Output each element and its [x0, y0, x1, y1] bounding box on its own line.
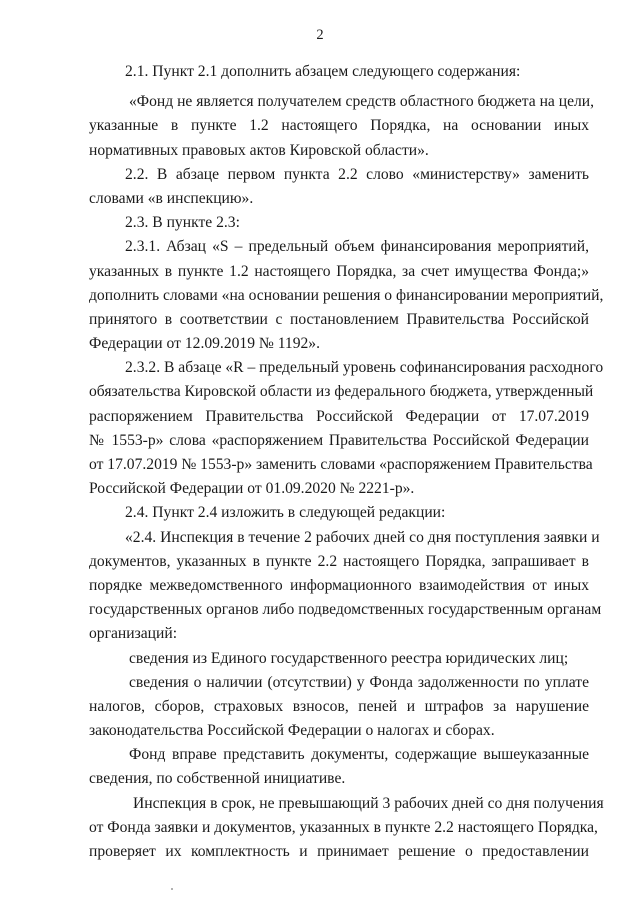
text-line: 2.4. Пункт 2.4 изложить в следующей редакции:	[125, 504, 446, 522]
text-line: распоряжением Правительства Российской Федерации от 17.07.2019	[89, 407, 589, 425]
text-line: 2.2. В абзаце первом пункта 2.2 слово «министерству» заменить	[125, 165, 589, 183]
text-line: обязательства Кировской области из федерального бюджета, утвержденный	[89, 383, 594, 401]
text-line: принятого в соответствии с постановлением Правительства Российской	[89, 310, 589, 328]
text-line: 2.3. В пункте 2.3:	[125, 214, 240, 232]
text-line: от Фонда заявки и документов, указанных в пункте 2.2 настоящего Порядка,	[89, 818, 598, 836]
text-line: сведения из Единого государственного реестра юридических лиц;	[129, 649, 569, 667]
text-line: документов, указанных в пункте 2.2 настоящего Порядка, запрашивает в	[89, 552, 589, 570]
text-line: от 17.07.2019 № 1553-р» заменить словами «распоряжением Правительства	[89, 456, 593, 473]
text-line: № 1553-р» слова «распоряжением Правительства Российской Федерации	[89, 431, 589, 449]
text-line: налогов, сборов, страховых взносов, пеней и штрафов за нарушение	[89, 697, 589, 715]
text-line: «2.4. Инспекция в течение 2 рабочих дней со дня поступления заявки и	[125, 528, 600, 546]
page-number: 2	[316, 27, 324, 43]
text-line: указанные в пункте 1.2 настоящего Порядка, на основании иных	[89, 117, 589, 135]
text-line: Фонд вправе представить документы, содержащие вышеуказанные	[129, 746, 589, 764]
document-body	[89, 60, 604, 864]
text-line: Федерации от 12.09.2019 № 1192».	[89, 335, 320, 353]
text-line: Инспекция в срок, не превышающий 3 рабочих дней со дня получения	[133, 794, 604, 812]
text-line: Российской Федерации от 01.09.2020 № 2221-р».	[89, 480, 415, 498]
text-line: государственных органов либо подведомственных государственным органам	[89, 601, 602, 619]
text-line: проверяет их комплектность и принимает решение о предоставлении	[89, 843, 589, 860]
text-line: 2.3.1. Абзац «S – предельный объем финансирования мероприятий,	[125, 238, 589, 256]
scan-artifact	[171, 888, 173, 890]
text-line: порядке межведомственного информационного взаимодействия от иных	[89, 576, 589, 594]
text-line: законодательства Российской Федерации о налогах и сборах.	[89, 722, 495, 740]
text-line: словами «в инспекцию».	[89, 189, 254, 207]
text-line: дополнить словами «на основании решения о финансировании мероприятий,	[89, 286, 604, 304]
text-line: сведения, по собственной инициативе.	[89, 770, 346, 788]
text-line: сведения о наличии (отсутствии) у Фонда задолженности по уплате	[129, 673, 589, 691]
text-line: нормативных правовых актов Кировской области».	[89, 141, 429, 159]
text-line: организаций:	[89, 625, 178, 643]
text-line: «Фонд не является получателем средств областного бюджета на цели,	[129, 93, 595, 111]
text-line: указанных в пункте 1.2 настоящего Порядка, за счет имущества Фонда;»	[89, 262, 589, 280]
text-line: 2.3.2. В абзаце «R – предельный уровень софинансирования расходного	[125, 359, 604, 377]
text-line: 2.1. Пункт 2.1 дополнить абзацем следующего содержания:	[125, 63, 521, 80]
